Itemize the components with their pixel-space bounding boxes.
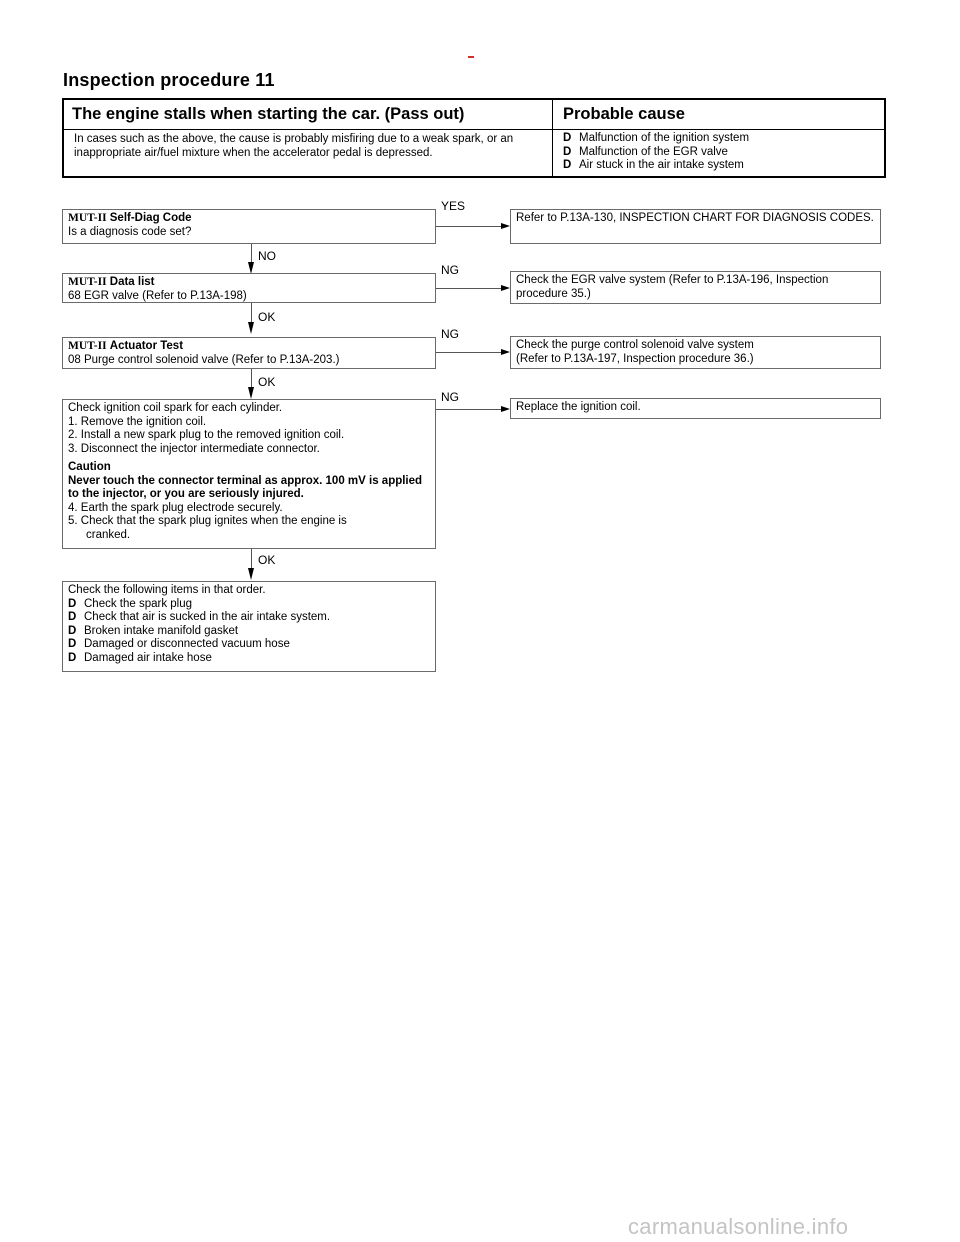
check-item: D Broken intake manifold gasket [68,624,239,637]
check-item: D Damaged or disconnected vacuum hose [68,638,290,650]
data-list-box: MUT-II Data list 68 EGR valve (Refer to P.13A-198) [62,273,436,303]
probable-cause-header: Probable cause [563,105,685,123]
bullet-icon: D [68,624,77,637]
ok-label: OK [258,310,276,324]
arrow-down-icon [248,322,254,334]
connector-line [251,244,252,264]
arrow-right-icon [501,285,510,291]
connector-line [436,288,503,289]
connector-line [436,352,503,353]
bullet-icon: D [563,159,572,171]
replace-coil-result-box: Replace the ignition coil. [510,398,881,419]
check-item: D Check the spark plug [68,597,193,610]
bullet-icon: D [563,145,572,158]
symptom-header: The engine stalls when starting the car. (Pass out) [72,105,465,123]
caution-title: Caution [68,461,111,473]
actuator-test-box: MUT-II Actuator Test 08 Purge control solenoid valve (Refer to P.13A-203.) [62,337,436,369]
bullet-icon: D [68,611,77,623]
ignition-spark-check-box: Check ignition coil spark for each cylinder. 1. Remove the ignition coil. 2. Install a new spark plug to the removed ignition coil. 3. Disconnect the injector intermediate connector. Caution Never touch the connector terminal as approx. 100 mV is applied to the injector, or you are seriously injured. 4. Earth the spark plug electrode securely. 5. Check that the spark plug ignites when the engine is cranked. [62,399,436,549]
no-label: NO [258,249,276,263]
arrow-down-icon [248,387,254,399]
probable-cause-item: D Air stuck in the air intake system [563,159,744,171]
probable-cause-table [62,98,886,178]
bullet-icon: D [563,132,572,144]
connector-line [251,549,252,570]
arrow-right-icon [501,349,510,355]
check-item: D Check that air is sucked in the air intake system. [68,611,331,623]
check-item: D Damaged air intake hose [68,651,212,664]
connector-line [436,226,503,227]
caution-text: Never touch the connector terminal as approx. 100 mV is applied to the injector, or you are seriously injured. [68,474,423,500]
symptom-description: In cases such as the above, the cause is probably misfiring due to a weak spark, or an inappropriate air/fuel mixture when the accelerator pedal is depressed. [74,133,514,159]
self-diag-code-box: MUT-II Self-Diag Code Is a diagnosis code set? [62,209,436,244]
watermark-text: carmanualsonline.info [628,1214,849,1239]
egr-valve-result-box: Check the EGR valve system (Refer to P.13A-196, Inspection procedure 35.) [510,271,881,304]
diagnosis-codes-result-box: Refer to P.13A-130, INSPECTION CHART FOR DIAGNOSIS CODES. [510,209,881,244]
ng-label: NG [441,390,459,404]
bullet-icon: D [68,638,77,650]
page-heading: Inspection procedure 11 [63,70,275,90]
ok-label: OK [258,375,276,389]
ng-label: NG [441,263,459,277]
probable-cause-item: D Malfunction of the EGR valve [563,145,728,158]
arrow-down-icon [248,568,254,580]
bullet-icon: D [68,651,77,664]
top-page-mark [468,56,474,58]
arrow-right-icon [501,223,510,229]
ok-label: OK [258,553,276,567]
arrow-right-icon [501,406,510,412]
connector-line [436,409,503,410]
ng-label: NG [441,327,459,341]
purge-control-result-box: Check the purge control solenoid valve system (Refer to P.13A-197, Inspection procedure 36.) [510,336,881,369]
connector-line [251,369,252,389]
probable-cause-list [563,132,883,173]
probable-cause-item: D Malfunction of the ignition system [563,132,750,144]
final-checks-box: Check the following items in that order. D Check the spark plug D Check that air is sucked in the air intake system. D Broken intake manifold gasket D Damaged or disconnected vacuum hose D Damaged air intake hose [62,581,436,672]
yes-label: YES [441,199,466,213]
table-column-divider [552,100,553,176]
bullet-icon: D [68,597,77,610]
